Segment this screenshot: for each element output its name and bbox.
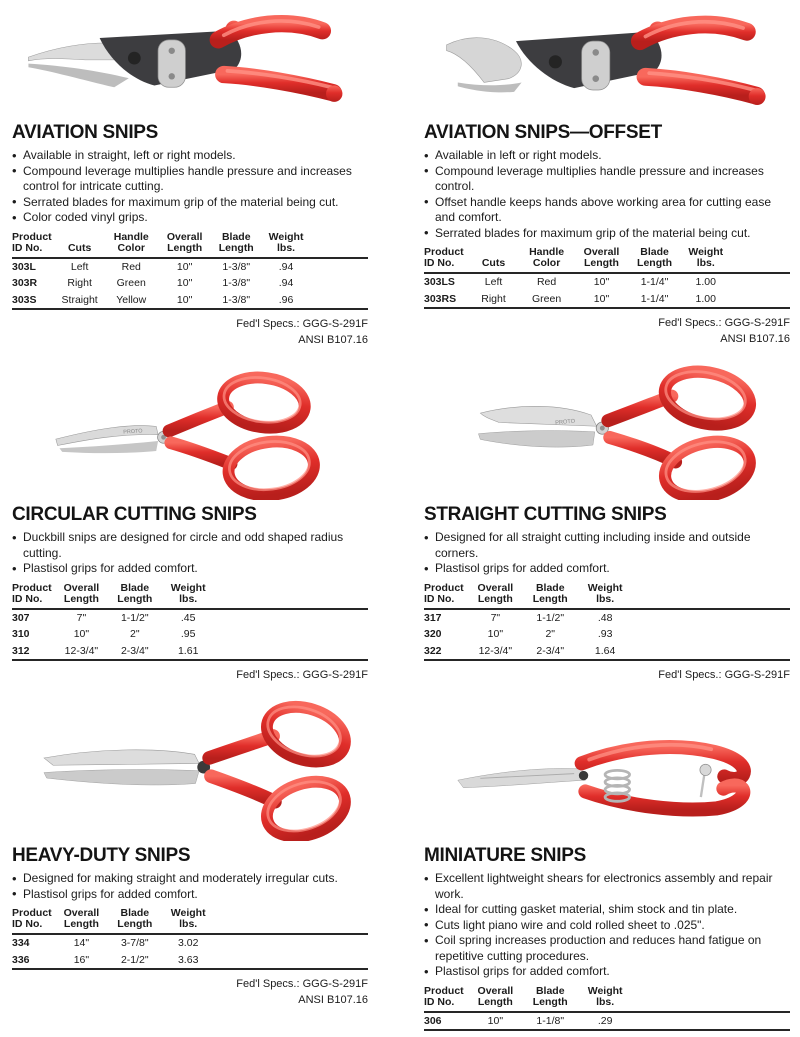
table-cell: 303L [12, 260, 36, 273]
table-cell: 14" [73, 937, 90, 949]
spec-table [12, 583, 368, 662]
table-cell-filler [633, 609, 790, 627]
page-title-heavy-duty-snips: HEAVY-DUTY SNIPS [12, 845, 191, 866]
table-cell: 10" [73, 628, 90, 640]
table-cell: 10" [487, 1014, 504, 1027]
feature-list [424, 530, 790, 577]
spec-table [424, 247, 790, 309]
table-cell: 10" [176, 277, 193, 289]
section-circular-cutting-snips [12, 360, 368, 683]
table-cell: 1-1/2" [536, 611, 565, 624]
table-cell: Yellow [116, 293, 147, 306]
table-cell: 334 [12, 937, 30, 949]
table-cell-filler [215, 952, 368, 970]
feature-item: • Coil spring increases production and reduces hand fatigue on repetitive cutting procedures. [424, 933, 790, 964]
column-header: Blade Length [117, 581, 153, 605]
table-cell: 310 [12, 628, 30, 640]
table-cell: Red [121, 260, 141, 273]
spec-table [424, 583, 790, 662]
page-title-aviation-snips: AVIATION SNIPS [12, 122, 159, 143]
table-cell: 7" [76, 611, 87, 624]
table-cell: .29 [597, 1014, 613, 1027]
table-cell: 303LS [424, 276, 455, 288]
table-cell: 312 [12, 644, 30, 657]
feature-item: • Designed for making straight and moderately irregular cuts. [12, 871, 368, 887]
table-cell: 303R [12, 277, 38, 289]
table-cell: 303RS [424, 292, 457, 305]
table-cell: 1-1/4" [640, 276, 669, 288]
heavy-duty-snips-photo [12, 695, 368, 841]
straight-cutting-snips-photo [424, 360, 790, 500]
column-header: Product ID No. [12, 230, 52, 254]
table-cell: 2-3/4" [120, 644, 149, 657]
table-cell-filler [731, 273, 790, 291]
feature-item: • Plastisol grips for added comfort. [424, 964, 790, 980]
feature-list [12, 148, 368, 226]
spec-note: ANSI B107.16 [298, 334, 368, 346]
table-cell: 10" [176, 260, 193, 273]
column-header: Blade Length [218, 230, 254, 254]
table-cell: 336 [12, 953, 30, 966]
page-title-aviation-snips-offset: AVIATION SNIPS—OFFSET [424, 122, 662, 143]
table-cell: Right [67, 277, 92, 289]
table-row [12, 609, 368, 627]
fed-specs-note [424, 667, 790, 683]
feature-list [424, 871, 790, 980]
table-cell-filler [311, 275, 368, 292]
feature-item: • Color coded vinyl grips. [12, 210, 368, 226]
feature-item: • Cuts light piano wire and cold rolled sheet to .025". [424, 918, 790, 934]
table-cell: 10" [593, 276, 610, 288]
column-header: Product ID No. [424, 246, 464, 269]
aviation-snips-offset-illustration [424, 0, 790, 118]
column-header: Blade Length [532, 581, 568, 605]
table-cell: 306 [424, 1014, 442, 1027]
table-row [424, 273, 790, 291]
fed-specs-note [12, 667, 368, 683]
table-cell-filler [311, 258, 368, 276]
table-cell: 320 [424, 628, 442, 640]
table-row [12, 292, 368, 310]
feature-item: • Offset handle keeps hands above working area for cutting ease and comfort. [424, 195, 790, 226]
table-cell: 1.61 [177, 644, 199, 657]
table-row [424, 626, 790, 643]
table-cell-filler [215, 934, 368, 952]
section-aviation-snips-offset [424, 0, 790, 348]
column-header: Overall Length [166, 230, 203, 254]
column-header-filler [215, 583, 368, 609]
column-header: Blade Length [117, 907, 153, 930]
table-row [424, 643, 790, 661]
table-cell: .96 [278, 293, 294, 306]
section-aviation-snips [12, 0, 368, 348]
circular-cutting-snips-illustration [12, 360, 368, 500]
table-cell: Green [116, 277, 146, 289]
table-cell: 10" [487, 628, 504, 640]
table-cell: 2" [130, 628, 140, 640]
table-cell-filler [633, 1012, 790, 1031]
table-cell: .45 [180, 611, 196, 624]
table-cell: 1-1/4" [640, 292, 669, 305]
table-cell: .94 [278, 277, 294, 289]
table-cell: .48 [597, 611, 613, 624]
column-header-filler [311, 232, 368, 258]
section-miniature-snips [424, 695, 790, 1037]
column-header: Product ID No. [424, 984, 464, 1008]
feature-list [12, 530, 368, 577]
table-cell-filler [311, 292, 368, 310]
table-cell: 303S [12, 293, 37, 306]
table-cell: Red [536, 276, 557, 288]
feature-item: • Excellent lightweight shears for electronics assembly and repair work. [424, 871, 790, 902]
feature-item: • Serrated blades for maximum grip of the material being cut. [424, 226, 790, 242]
feature-item: • Duckbill snips are designed for circle and odd shaped radius cutting. [12, 530, 368, 561]
section-heavy-duty-snips [12, 695, 368, 1037]
spec-note: Fed'l Specs.: GGG-S-291F [236, 978, 368, 990]
column-header: Weight lbs. [587, 581, 623, 605]
column-header: Product ID No. [12, 581, 52, 605]
column-header: Cuts [481, 257, 506, 269]
table-cell: 7" [490, 611, 501, 624]
column-header: Handle Color [529, 246, 565, 269]
column-header: Cuts [67, 241, 92, 254]
table-row [12, 643, 368, 661]
column-header: Product ID No. [12, 907, 52, 930]
aviation-snips-photo [12, 0, 368, 118]
table-cell-filler [633, 643, 790, 661]
table-row [12, 626, 368, 643]
miniature-snips-photo [424, 695, 790, 841]
feature-item: • Plastisol grips for added comfort. [12, 887, 368, 903]
table-cell: 3-7/8" [120, 937, 149, 949]
feature-list [424, 148, 790, 241]
column-header: Handle Color [113, 230, 149, 254]
column-header-filler [633, 583, 790, 609]
column-header: Overall Length [477, 984, 514, 1008]
feature-item: • Compound leverage multiplies handle pressure and increases control for intricate cutting. [12, 164, 368, 195]
miniature-snips-illustration [424, 695, 790, 841]
aviation-snips-offset-photo [424, 0, 790, 118]
spec-table [424, 986, 790, 1032]
column-header-filler [215, 908, 368, 934]
page-title-straight-cutting-snips: STRAIGHT CUTTING SNIPS [424, 504, 667, 525]
table-cell-filler [215, 609, 368, 627]
column-header: Overall Length [63, 907, 100, 930]
table-row [424, 291, 790, 309]
spec-note: ANSI B107.16 [298, 994, 368, 1006]
table-cell: 322 [424, 644, 442, 657]
table-cell: Right [481, 292, 506, 305]
spec-note: Fed'l Specs.: GGG-S-291F [236, 669, 368, 681]
page-title-circular-cutting-snips: CIRCULAR CUTTING SNIPS [12, 504, 257, 525]
table-cell: Left [70, 260, 89, 273]
table-cell: 1-3/8" [222, 293, 251, 306]
feature-item: • Plastisol grips for added comfort. [424, 561, 790, 577]
fed-specs-note [12, 976, 368, 1008]
column-header: Weight lbs. [170, 581, 206, 605]
table-row [424, 1012, 790, 1031]
table-cell-filler [633, 626, 790, 643]
feature-item: • Available in left or right models. [424, 148, 790, 164]
feature-item: • Available in straight, left or right models. [12, 148, 368, 164]
feature-item: • Designed for all straight cutting including inside and outside corners. [424, 530, 790, 561]
spec-note: Fed'l Specs.: GGG-S-291F [658, 317, 790, 329]
table-cell-filler [215, 643, 368, 661]
table-cell: .94 [278, 260, 294, 273]
column-header: Overall Length [583, 246, 620, 269]
table-cell: 2-3/4" [536, 644, 565, 657]
table-row [12, 275, 368, 292]
table-cell: Left [484, 276, 503, 288]
straight-cutting-snips-illustration [424, 360, 790, 500]
column-header: Weight lbs. [587, 984, 623, 1008]
column-header: Blade Length [637, 246, 673, 269]
blade-brand-marking: PROTO [555, 418, 576, 427]
table-cell: 10" [176, 293, 193, 306]
circular-cutting-snips-photo [12, 360, 368, 500]
column-header: Overall Length [63, 581, 100, 605]
column-header-filler [633, 986, 790, 1012]
table-cell: 2-1/2" [120, 953, 149, 966]
table-cell: 16" [73, 953, 90, 966]
spec-note: Fed'l Specs.: GGG-S-291F [658, 669, 790, 681]
table-cell: 12-3/4" [478, 644, 513, 657]
table-cell: 307 [12, 611, 30, 624]
table-cell-filler [215, 626, 368, 643]
page-title-miniature-snips: MINIATURE SNIPS [424, 845, 586, 866]
column-header: Weight lbs. [170, 907, 206, 930]
table-cell: 10" [593, 292, 610, 305]
table-cell: 1.64 [594, 644, 616, 657]
spec-table [12, 232, 368, 311]
table-cell: 12-3/4" [64, 644, 99, 657]
feature-item: • Plastisol grips for added comfort. [12, 561, 368, 577]
column-header: Weight lbs. [268, 230, 304, 254]
table-cell: 1.00 [695, 292, 716, 305]
table-cell: 1-3/8" [222, 277, 251, 289]
table-row [12, 258, 368, 276]
fed-specs-note [12, 316, 368, 348]
table-cell: 317 [424, 611, 442, 624]
table-cell: Green [531, 292, 562, 305]
column-header: Weight lbs. [688, 246, 724, 269]
feature-item: • Serrated blades for maximum grip of the material being cut. [12, 195, 368, 211]
fed-specs-note [424, 315, 790, 347]
table-cell: Straight [61, 293, 98, 306]
table-cell: 1-1/2" [120, 611, 149, 624]
blade-brand-marking: PROTO [123, 428, 143, 436]
table-row [424, 609, 790, 627]
spec-table [12, 908, 368, 970]
table-cell: 3.63 [177, 953, 199, 966]
heavy-duty-snips-illustration [12, 695, 368, 841]
table-cell-filler [731, 291, 790, 309]
feature-item: • Compound leverage multiplies handle pressure and increases control. [424, 164, 790, 195]
table-cell: 3.02 [177, 937, 199, 949]
table-cell: .93 [597, 628, 613, 640]
column-header: Overall Length [477, 581, 514, 605]
spec-note: Fed'l Specs.: GGG-S-291F [236, 318, 368, 330]
feature-list [12, 871, 368, 902]
aviation-snips-illustration [12, 0, 368, 118]
table-row [12, 934, 368, 952]
table-cell: 1-1/8" [536, 1014, 565, 1027]
column-header: Product ID No. [424, 581, 464, 605]
table-cell: .95 [180, 628, 196, 640]
spec-note: ANSI B107.16 [720, 333, 790, 345]
table-row [12, 952, 368, 970]
section-straight-cutting-snips [424, 360, 790, 683]
column-header-filler [731, 247, 790, 273]
table-cell: 1-3/8" [222, 260, 251, 273]
table-cell: 2" [545, 628, 556, 640]
column-header: Blade Length [532, 984, 568, 1008]
table-cell: 1.00 [695, 276, 716, 288]
feature-item: • Ideal for cutting gasket material, shim stock and tin plate. [424, 902, 790, 918]
